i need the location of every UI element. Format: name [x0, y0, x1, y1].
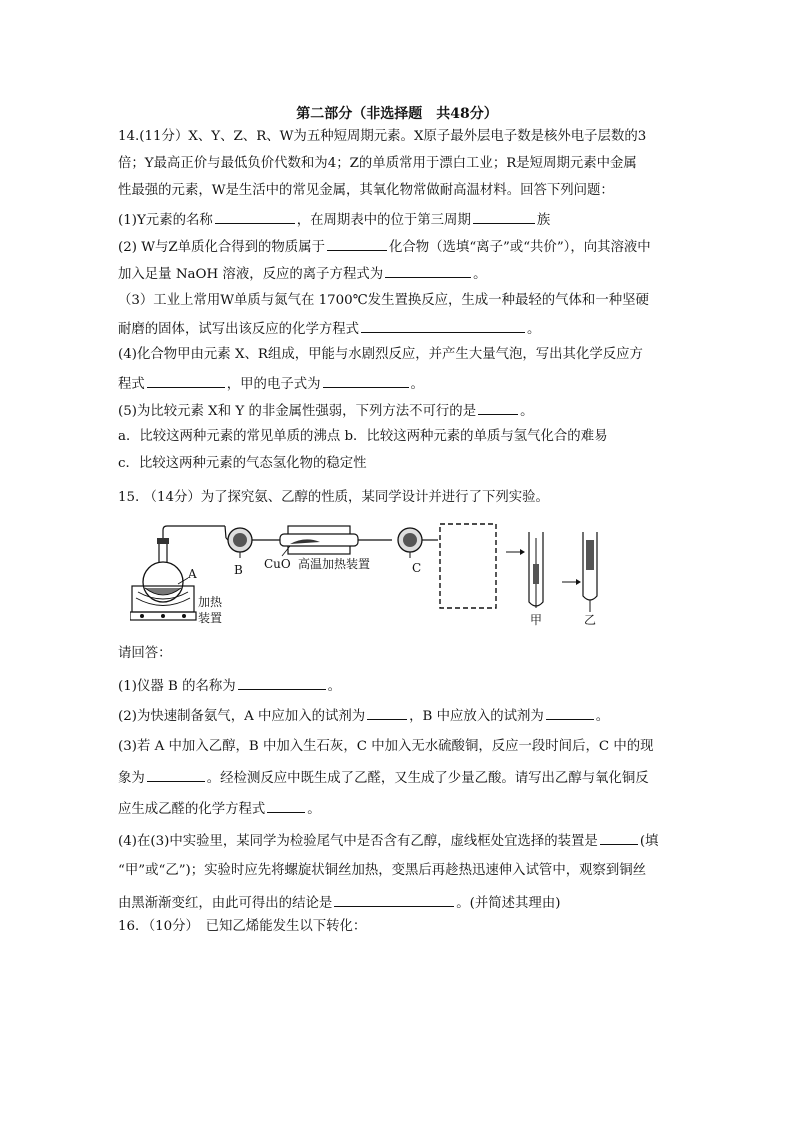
- answer-blank[interactable]: [385, 264, 471, 278]
- label-jia: 甲: [530, 613, 543, 627]
- answer-blank[interactable]: [334, 893, 454, 907]
- answer-blank[interactable]: [147, 374, 225, 388]
- dashed-box: [440, 524, 496, 608]
- q14-sub5: (5)为比较元素 X和 Y 的非金属性强弱，下列方法不可行的是 。: [118, 401, 533, 421]
- answer-blank[interactable]: [147, 768, 205, 782]
- label-device: 装置: [198, 611, 223, 625]
- q14-line-1: 14.(11分）X、Y、Z、R、W为五种短周期元素。X原子最外层电子数是核外电子层数的3: [118, 129, 647, 144]
- label-cuo: CuO: [264, 557, 291, 571]
- q14-line-2: 倍；Y最高正价与最低负价代数和为4；Z的单质常用于漂白工业；R是短周期元素中金属: [118, 156, 637, 171]
- q15-intro: 15. （14分）为了探究氨、乙醇的性质，某同学设计并进行了下列实验。: [118, 490, 549, 505]
- q15-ask: 请回答：: [118, 646, 172, 661]
- apparatus-diagram: [130, 518, 620, 630]
- label-yi: 乙: [584, 613, 597, 627]
- answer-blank[interactable]: [546, 706, 594, 720]
- label-a: A: [188, 567, 197, 581]
- label-c: C: [412, 561, 422, 575]
- q14-line-3: 性最强的元素，W是生活中的常见金属，其氧化物常做耐高温材料。回答下列问题：: [118, 183, 614, 198]
- q15-sub3-cont: 象为 。经检测反应中既生成了乙醛，又生成了少量乙酸。请写出乙醇与氧化铜反: [118, 768, 649, 788]
- answer-blank[interactable]: [215, 210, 295, 224]
- q15-sub3: (3)若 A 中加入乙醇，B 中加入生石灰，C 中加入无水硫酸铜，反应一段时间后，C 中的现: [118, 739, 654, 754]
- q14-sub1: (1)Y元素的名称 ，在周期表中的位于第三周期 族: [118, 210, 550, 230]
- q14-sub4: (4)化合物甲由元素 X、R组成，甲能与水剧烈反应，并产生大量气泡，写出其化学反应方: [118, 347, 643, 362]
- answer-blank[interactable]: [323, 374, 409, 388]
- answer-blank[interactable]: [367, 706, 407, 720]
- test-tube-yi: [562, 532, 597, 612]
- q14-sub3: （3）工业上常用W单质与氮气在 1700℃发生置换反应，生成一种最轻的气体和一种坚硬: [118, 293, 649, 308]
- answer-blank[interactable]: [267, 799, 305, 813]
- q15-sub2: (2)为快速制备氨气，A 中应加入的试剂为 ，B 中应放入的试剂为 。: [118, 706, 609, 726]
- answer-blank[interactable]: [327, 237, 387, 251]
- q16-intro: 16．（10分） 已知乙烯能发生以下转化：: [118, 919, 367, 934]
- q15-sub1: (1)仪器 B 的名称为 。: [118, 676, 341, 696]
- answer-blank[interactable]: [473, 210, 535, 224]
- q14-sub2-cont: 加入足量 NaOH 溶液，反应的离子方程式为 。: [118, 264, 487, 284]
- q15-sub3-cont2: 应生成乙醛的化学方程式 。: [118, 799, 321, 819]
- q14-sub2: (2) W与Z单质化合得到的物质属于 化合物（选填“离子”或“共价”），向其溶液中: [118, 237, 651, 257]
- q14-option-c: c．比较这两种元素的气态氢化物的稳定性: [118, 456, 367, 471]
- answer-blank[interactable]: [478, 401, 518, 415]
- q15-sub4-cont2: 由黑渐渐变红，由此可得出的结论是 。(并简述其理由): [118, 893, 560, 913]
- q15-sub4: (4)在(3)中实验里，某同学为检验尾气中是否含有乙醇，虚线框处宜选择的装置是 (填: [118, 831, 658, 851]
- drying-tube-b: [225, 526, 280, 558]
- label-furnace: 高温加热装置: [298, 557, 371, 571]
- q14-option-ab: a．比较这两种元素的常见单质的沸点 b．比较这两种元素的单质与氢气化合的难易: [118, 429, 608, 444]
- section-title: 第二部分（非选择题 共48分）: [296, 106, 498, 122]
- label-b: B: [234, 563, 243, 577]
- test-tube-jia: [506, 532, 543, 608]
- drying-tube-c: [398, 528, 438, 558]
- q15-sub4-cont: “甲”或“乙”)；实验时应先将螺旋状铜丝加热，变黑后再趁热迅速伸入试管中，观察到铜丝: [118, 863, 647, 878]
- label-heat: 加热: [198, 595, 223, 609]
- furnace: [280, 526, 392, 556]
- q14-sub4-cont: 程式 ，甲的电子式为 。: [118, 374, 424, 394]
- answer-blank[interactable]: [361, 319, 525, 333]
- answer-blank[interactable]: [238, 676, 326, 690]
- round-flask: [143, 526, 225, 602]
- q14-sub3-cont: 耐磨的固体，试写出该反应的化学方程式 。: [118, 319, 540, 339]
- answer-blank[interactable]: [600, 831, 638, 845]
